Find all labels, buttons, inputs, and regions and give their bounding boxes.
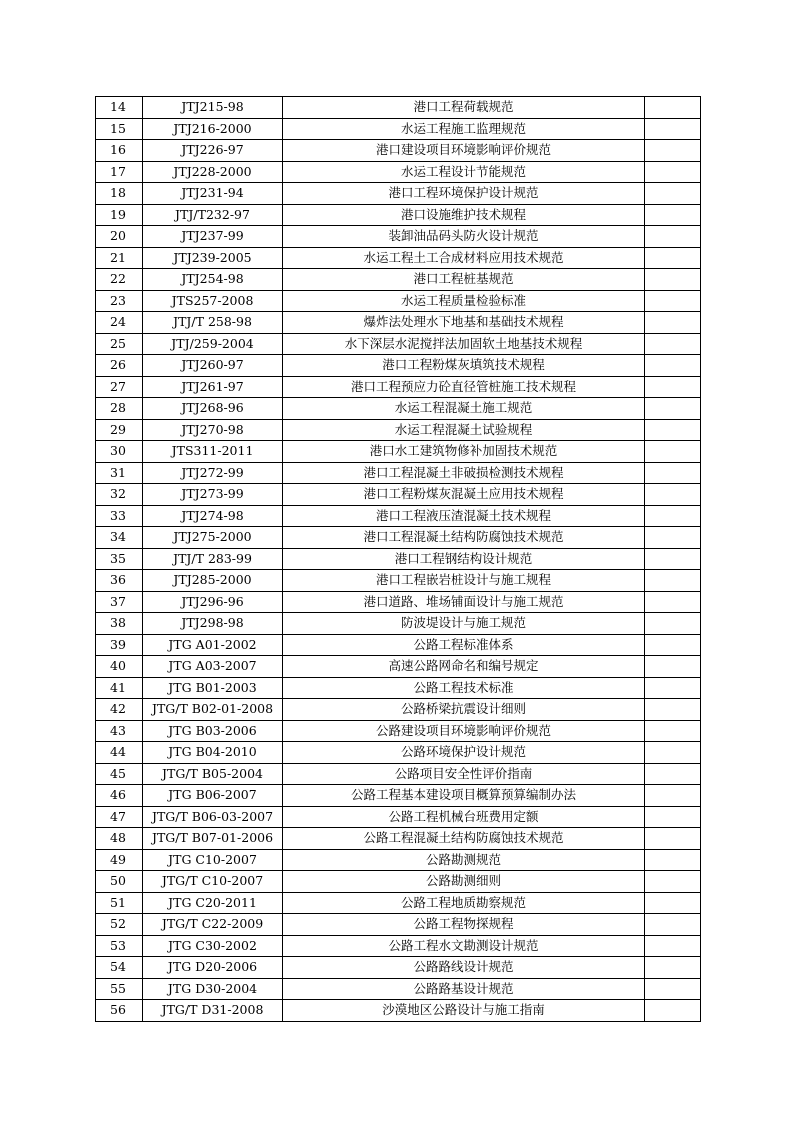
- remark-cell: [645, 914, 701, 936]
- table-row: [96, 247, 701, 269]
- table-row: [96, 677, 701, 699]
- standard-title-cell: 公路工程地质勘察规范: [283, 892, 645, 914]
- standard-code-cell: JTJ/259-2004: [143, 333, 283, 355]
- remark-cell: [645, 204, 701, 226]
- table-row: [96, 484, 701, 506]
- table-row: [96, 570, 701, 592]
- table-row: [96, 97, 701, 119]
- standard-code-cell: JTS311-2011: [143, 441, 283, 463]
- row-number-cell: 30: [96, 441, 143, 463]
- remark-cell: [645, 742, 701, 764]
- standard-code-cell: JTJ260-97: [143, 355, 283, 377]
- remark-cell: [645, 376, 701, 398]
- standard-code-cell: JTG B06-2007: [143, 785, 283, 807]
- standard-title-cell: 港口道路、堆场铺面设计与施工规范: [283, 591, 645, 613]
- row-number-cell: 35: [96, 548, 143, 570]
- standard-title-cell: 水运工程混凝土试验规程: [283, 419, 645, 441]
- remark-cell: [645, 677, 701, 699]
- standards-table: [95, 96, 701, 1022]
- standard-title-cell: 公路工程标准体系: [283, 634, 645, 656]
- standard-title-cell: 港口工程嵌岩桩设计与施工规程: [283, 570, 645, 592]
- remark-cell: [645, 505, 701, 527]
- row-number-cell: 38: [96, 613, 143, 635]
- standard-title-cell: 公路项目安全性评价指南: [283, 763, 645, 785]
- table-row: [96, 355, 701, 377]
- remark-cell: [645, 290, 701, 312]
- table-row: [96, 398, 701, 420]
- standard-code-cell: JTG/T B06-03-2007: [143, 806, 283, 828]
- standard-title-cell: 沙漠地区公路设计与施工指南: [283, 1000, 645, 1022]
- standard-code-cell: JTG C20-2011: [143, 892, 283, 914]
- remark-cell: [645, 226, 701, 248]
- standards-table-body: [96, 97, 701, 1022]
- standard-code-cell: JTJ285-2000: [143, 570, 283, 592]
- row-number-cell: 28: [96, 398, 143, 420]
- standard-code-cell: JTG D20-2006: [143, 957, 283, 979]
- table-row: [96, 613, 701, 635]
- standard-code-cell: JTG/T B05-2004: [143, 763, 283, 785]
- row-number-cell: 42: [96, 699, 143, 721]
- table-row: [96, 828, 701, 850]
- remark-cell: [645, 462, 701, 484]
- table-row: [96, 785, 701, 807]
- standard-code-cell: JTG C10-2007: [143, 849, 283, 871]
- standard-title-cell: 公路工程混凝土结构防腐蚀技术规范: [283, 828, 645, 850]
- table-row: [96, 699, 701, 721]
- standard-title-cell: 公路路线设计规范: [283, 957, 645, 979]
- row-number-cell: 26: [96, 355, 143, 377]
- remark-cell: [645, 441, 701, 463]
- remark-cell: [645, 892, 701, 914]
- standard-code-cell: JTJ228-2000: [143, 161, 283, 183]
- remark-cell: [645, 656, 701, 678]
- standard-title-cell: 装卸油品码头防火设计规范: [283, 226, 645, 248]
- standard-code-cell: JTG D30-2004: [143, 978, 283, 1000]
- row-number-cell: 55: [96, 978, 143, 1000]
- table-row: [96, 204, 701, 226]
- row-number-cell: 19: [96, 204, 143, 226]
- remark-cell: [645, 570, 701, 592]
- standard-code-cell: JTJ239-2005: [143, 247, 283, 269]
- standard-title-cell: 港口工程混凝土非破损检测技术规程: [283, 462, 645, 484]
- standard-code-cell: JTJ237-99: [143, 226, 283, 248]
- row-number-cell: 51: [96, 892, 143, 914]
- standard-code-cell: JTJ274-98: [143, 505, 283, 527]
- table-row: [96, 118, 701, 140]
- table-row: [96, 871, 701, 893]
- standard-code-cell: JTG B01-2003: [143, 677, 283, 699]
- row-number-cell: 25: [96, 333, 143, 355]
- table-row: [96, 978, 701, 1000]
- table-row: [96, 957, 701, 979]
- table-row: [96, 892, 701, 914]
- remark-cell: [645, 763, 701, 785]
- standard-title-cell: 公路桥梁抗震设计细则: [283, 699, 645, 721]
- standard-title-cell: 港口工程粉煤灰混凝土应用技术规程: [283, 484, 645, 506]
- row-number-cell: 40: [96, 656, 143, 678]
- row-number-cell: 14: [96, 97, 143, 119]
- remark-cell: [645, 527, 701, 549]
- table-row: [96, 226, 701, 248]
- standard-code-cell: JTG C30-2002: [143, 935, 283, 957]
- table-row: [96, 183, 701, 205]
- table-row: [96, 333, 701, 355]
- standard-code-cell: JTJ216-2000: [143, 118, 283, 140]
- remark-cell: [645, 140, 701, 162]
- standard-title-cell: 水运工程施工监理规范: [283, 118, 645, 140]
- row-number-cell: 50: [96, 871, 143, 893]
- row-number-cell: 48: [96, 828, 143, 850]
- row-number-cell: 54: [96, 957, 143, 979]
- row-number-cell: 21: [96, 247, 143, 269]
- standard-code-cell: JTJ270-98: [143, 419, 283, 441]
- table-row: [96, 441, 701, 463]
- remark-cell: [645, 548, 701, 570]
- row-number-cell: 17: [96, 161, 143, 183]
- standard-code-cell: JTG/T B07-01-2006: [143, 828, 283, 850]
- remark-cell: [645, 1000, 701, 1022]
- standard-title-cell: 水下深层水泥搅拌法加固软土地基技术规程: [283, 333, 645, 355]
- standard-title-cell: 港口工程环境保护设计规范: [283, 183, 645, 205]
- table-row: [96, 548, 701, 570]
- row-number-cell: 39: [96, 634, 143, 656]
- standard-title-cell: 公路建设项目环境影响评价规范: [283, 720, 645, 742]
- standard-code-cell: JTJ/T 258-98: [143, 312, 283, 334]
- row-number-cell: 44: [96, 742, 143, 764]
- table-row: [96, 720, 701, 742]
- standard-code-cell: JTJ231-94: [143, 183, 283, 205]
- standard-code-cell: JTJ215-98: [143, 97, 283, 119]
- row-number-cell: 45: [96, 763, 143, 785]
- standard-title-cell: 港口工程预应力砼直径管桩施工技术规程: [283, 376, 645, 398]
- remark-cell: [645, 355, 701, 377]
- standard-title-cell: 公路工程技术标准: [283, 677, 645, 699]
- standards-table-container: [95, 96, 700, 1022]
- remark-cell: [645, 419, 701, 441]
- standard-title-cell: 公路环境保护设计规范: [283, 742, 645, 764]
- standard-title-cell: 港口工程粉煤灰填筑技术规程: [283, 355, 645, 377]
- standard-title-cell: 港口工程液压渣混凝土技术规程: [283, 505, 645, 527]
- remark-cell: [645, 613, 701, 635]
- row-number-cell: 47: [96, 806, 143, 828]
- table-row: [96, 591, 701, 613]
- row-number-cell: 36: [96, 570, 143, 592]
- standard-title-cell: 港口工程桩基规范: [283, 269, 645, 291]
- remark-cell: [645, 720, 701, 742]
- standard-code-cell: JTJ275-2000: [143, 527, 283, 549]
- remark-cell: [645, 978, 701, 1000]
- remark-cell: [645, 97, 701, 119]
- standard-code-cell: JTJ296-96: [143, 591, 283, 613]
- standard-title-cell: 港口工程钢结构设计规范: [283, 548, 645, 570]
- table-row: [96, 763, 701, 785]
- remark-cell: [645, 333, 701, 355]
- table-row: [96, 290, 701, 312]
- remark-cell: [645, 118, 701, 140]
- standard-code-cell: JTJ/T232-97: [143, 204, 283, 226]
- remark-cell: [645, 871, 701, 893]
- row-number-cell: 16: [96, 140, 143, 162]
- row-number-cell: 32: [96, 484, 143, 506]
- standard-code-cell: JTG B04-2010: [143, 742, 283, 764]
- standard-code-cell: JTJ268-96: [143, 398, 283, 420]
- standard-code-cell: JTG B03-2006: [143, 720, 283, 742]
- table-row: [96, 806, 701, 828]
- remark-cell: [645, 247, 701, 269]
- standard-code-cell: JTJ226-97: [143, 140, 283, 162]
- remark-cell: [645, 935, 701, 957]
- row-number-cell: 52: [96, 914, 143, 936]
- standard-title-cell: 公路勘测细则: [283, 871, 645, 893]
- table-row: [96, 269, 701, 291]
- standard-title-cell: 公路勘测规范: [283, 849, 645, 871]
- table-row: [96, 1000, 701, 1022]
- table-row: [96, 527, 701, 549]
- row-number-cell: 43: [96, 720, 143, 742]
- standard-title-cell: 港口建设项目环境影响评价规范: [283, 140, 645, 162]
- row-number-cell: 37: [96, 591, 143, 613]
- standard-title-cell: 公路工程机械台班费用定额: [283, 806, 645, 828]
- table-row: [96, 935, 701, 957]
- remark-cell: [645, 785, 701, 807]
- table-row: [96, 140, 701, 162]
- row-number-cell: 56: [96, 1000, 143, 1022]
- standard-title-cell: 防波堤设计与施工规范: [283, 613, 645, 635]
- standard-title-cell: 港口工程混凝土结构防腐蚀技术规范: [283, 527, 645, 549]
- row-number-cell: 33: [96, 505, 143, 527]
- row-number-cell: 27: [96, 376, 143, 398]
- standard-code-cell: JTG/T B02-01-2008: [143, 699, 283, 721]
- row-number-cell: 24: [96, 312, 143, 334]
- table-row: [96, 849, 701, 871]
- remark-cell: [645, 312, 701, 334]
- standard-code-cell: JTJ272-99: [143, 462, 283, 484]
- remark-cell: [645, 828, 701, 850]
- standard-code-cell: JTJ273-99: [143, 484, 283, 506]
- table-row: [96, 419, 701, 441]
- table-row: [96, 914, 701, 936]
- remark-cell: [645, 269, 701, 291]
- remark-cell: [645, 806, 701, 828]
- standard-title-cell: 高速公路网命名和编号规定: [283, 656, 645, 678]
- remark-cell: [645, 183, 701, 205]
- table-row: [96, 462, 701, 484]
- row-number-cell: 23: [96, 290, 143, 312]
- standard-code-cell: JTJ298-98: [143, 613, 283, 635]
- remark-cell: [645, 699, 701, 721]
- standard-code-cell: JTG/T D31-2008: [143, 1000, 283, 1022]
- standard-code-cell: JTG A01-2002: [143, 634, 283, 656]
- remark-cell: [645, 398, 701, 420]
- standard-title-cell: 港口水工建筑物修补加固技术规范: [283, 441, 645, 463]
- table-row: [96, 656, 701, 678]
- remark-cell: [645, 849, 701, 871]
- standard-title-cell: 水运工程质量检验标准: [283, 290, 645, 312]
- table-row: [96, 161, 701, 183]
- standard-title-cell: 港口设施维护技术规程: [283, 204, 645, 226]
- standard-title-cell: 公路路基设计规范: [283, 978, 645, 1000]
- standard-title-cell: 水运工程混凝土施工规范: [283, 398, 645, 420]
- row-number-cell: 31: [96, 462, 143, 484]
- standard-code-cell: JTG A03-2007: [143, 656, 283, 678]
- remark-cell: [645, 161, 701, 183]
- row-number-cell: 29: [96, 419, 143, 441]
- row-number-cell: 18: [96, 183, 143, 205]
- table-row: [96, 634, 701, 656]
- standard-title-cell: 爆炸法处理水下地基和基础技术规程: [283, 312, 645, 334]
- row-number-cell: 53: [96, 935, 143, 957]
- table-row: [96, 505, 701, 527]
- table-row: [96, 312, 701, 334]
- standard-title-cell: 公路工程基本建设项目概算预算编制办法: [283, 785, 645, 807]
- standard-code-cell: JTG/T C22-2009: [143, 914, 283, 936]
- standard-title-cell: 公路工程物探规程: [283, 914, 645, 936]
- standard-title-cell: 水运工程设计节能规范: [283, 161, 645, 183]
- row-number-cell: 49: [96, 849, 143, 871]
- remark-cell: [645, 591, 701, 613]
- standard-title-cell: 港口工程荷载规范: [283, 97, 645, 119]
- row-number-cell: 20: [96, 226, 143, 248]
- remark-cell: [645, 957, 701, 979]
- row-number-cell: 34: [96, 527, 143, 549]
- table-row: [96, 742, 701, 764]
- row-number-cell: 46: [96, 785, 143, 807]
- standard-title-cell: 水运工程土工合成材料应用技术规范: [283, 247, 645, 269]
- table-row: [96, 376, 701, 398]
- remark-cell: [645, 484, 701, 506]
- standard-code-cell: JTJ/T 283-99: [143, 548, 283, 570]
- standard-code-cell: JTS257-2008: [143, 290, 283, 312]
- remark-cell: [645, 634, 701, 656]
- standard-code-cell: JTG/T C10-2007: [143, 871, 283, 893]
- standard-code-cell: JTJ254-98: [143, 269, 283, 291]
- row-number-cell: 22: [96, 269, 143, 291]
- standard-code-cell: JTJ261-97: [143, 376, 283, 398]
- standard-title-cell: 公路工程水文勘测设计规范: [283, 935, 645, 957]
- row-number-cell: 15: [96, 118, 143, 140]
- row-number-cell: 41: [96, 677, 143, 699]
